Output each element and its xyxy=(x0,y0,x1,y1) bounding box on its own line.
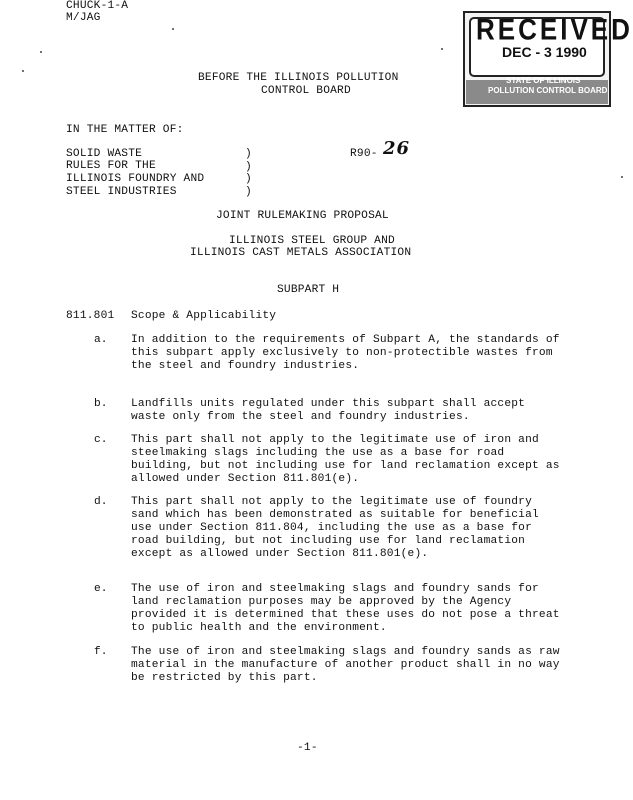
matter-line: STEEL INDUSTRIES xyxy=(66,186,177,198)
board-title-line-1: BEFORE THE ILLINOIS POLLUTION xyxy=(198,72,399,84)
stamp-line-2: POLLUTION CONTROL BOARD xyxy=(488,86,608,95)
proposal-title: JOINT RULEMAKING PROPOSAL xyxy=(216,210,389,222)
subpart-heading: SUBPART H xyxy=(277,284,340,296)
item-label: e. xyxy=(94,583,108,595)
matter-line: ILLINOIS FOUNDRY AND xyxy=(66,173,205,185)
item-label: a. xyxy=(94,334,108,346)
page-number: -1- xyxy=(297,742,318,754)
item-text: Landfills units regulated under this subpart shall accept waste only from the steel and foundry industries. xyxy=(131,398,526,423)
item-text: In addition to the requirements of Subpart A, the standards of this subpart apply exclusively to non-protectible wastes from the steel and foundry industries. xyxy=(131,334,560,372)
item-label: c. xyxy=(94,434,108,446)
docket-prefix: R90- xyxy=(350,148,378,160)
item-text: The use of iron and steelmaking slags and foundry sands for land reclamation purposes may be approved by the Agency provided it is determined that these uses do not pose a threat to public health and the environment. xyxy=(131,583,560,634)
matter-heading: IN THE MATTER OF: xyxy=(66,124,184,136)
stamp-date: DEC - 3 1990 xyxy=(502,44,587,60)
doc-ref-line-2: M/JAG xyxy=(66,12,101,24)
matter-line: SOLID WASTE xyxy=(66,148,143,160)
scan-speck xyxy=(621,176,623,178)
item-label: b. xyxy=(94,398,108,410)
item-text: The use of iron and steelmaking slags and foundry sands as raw material in the manufacture of another product shall in no way be restricted by this part. xyxy=(131,646,560,684)
caption-parentheses: ) ) ) ) xyxy=(245,148,252,199)
section-title: Scope & Applicability xyxy=(131,310,277,322)
item-label: d. xyxy=(94,496,108,508)
item-label: f. xyxy=(94,646,108,658)
doc-ref-line-1: CHUCK-1-A xyxy=(66,0,129,12)
scan-speck xyxy=(22,70,24,72)
proposal-party-1: ILLINOIS STEEL GROUP AND xyxy=(229,235,395,247)
scan-speck xyxy=(441,48,443,50)
stamp-line-1: STATE OF ILLINOIS xyxy=(506,76,581,85)
stamp-title: RECEIVED xyxy=(476,11,633,47)
scan-speck xyxy=(172,28,174,30)
item-text: This part shall not apply to the legitimate use of iron and steelmaking slags including the use as a base for road building, but not including use for land reclamation except as allowed under Section 811.801(e). xyxy=(131,434,560,485)
section-number: 811.801 xyxy=(66,310,115,322)
item-text: This part shall not apply to the legitimate use of foundry sand which has been demonstrated as suitable for beneficial use under Section 811.804, including the use as a base for road building, but not including use for land reclamation except as allowed under Section 811.801(e). xyxy=(131,496,539,560)
board-title-line-2: CONTROL BOARD xyxy=(261,85,351,97)
docket-number-handwritten: 26 xyxy=(383,138,411,159)
proposal-party-2: ILLINOIS CAST METALS ASSOCIATION xyxy=(190,247,412,259)
scan-speck xyxy=(40,51,42,53)
matter-line: RULES FOR THE xyxy=(66,160,156,172)
received-stamp xyxy=(462,10,633,108)
